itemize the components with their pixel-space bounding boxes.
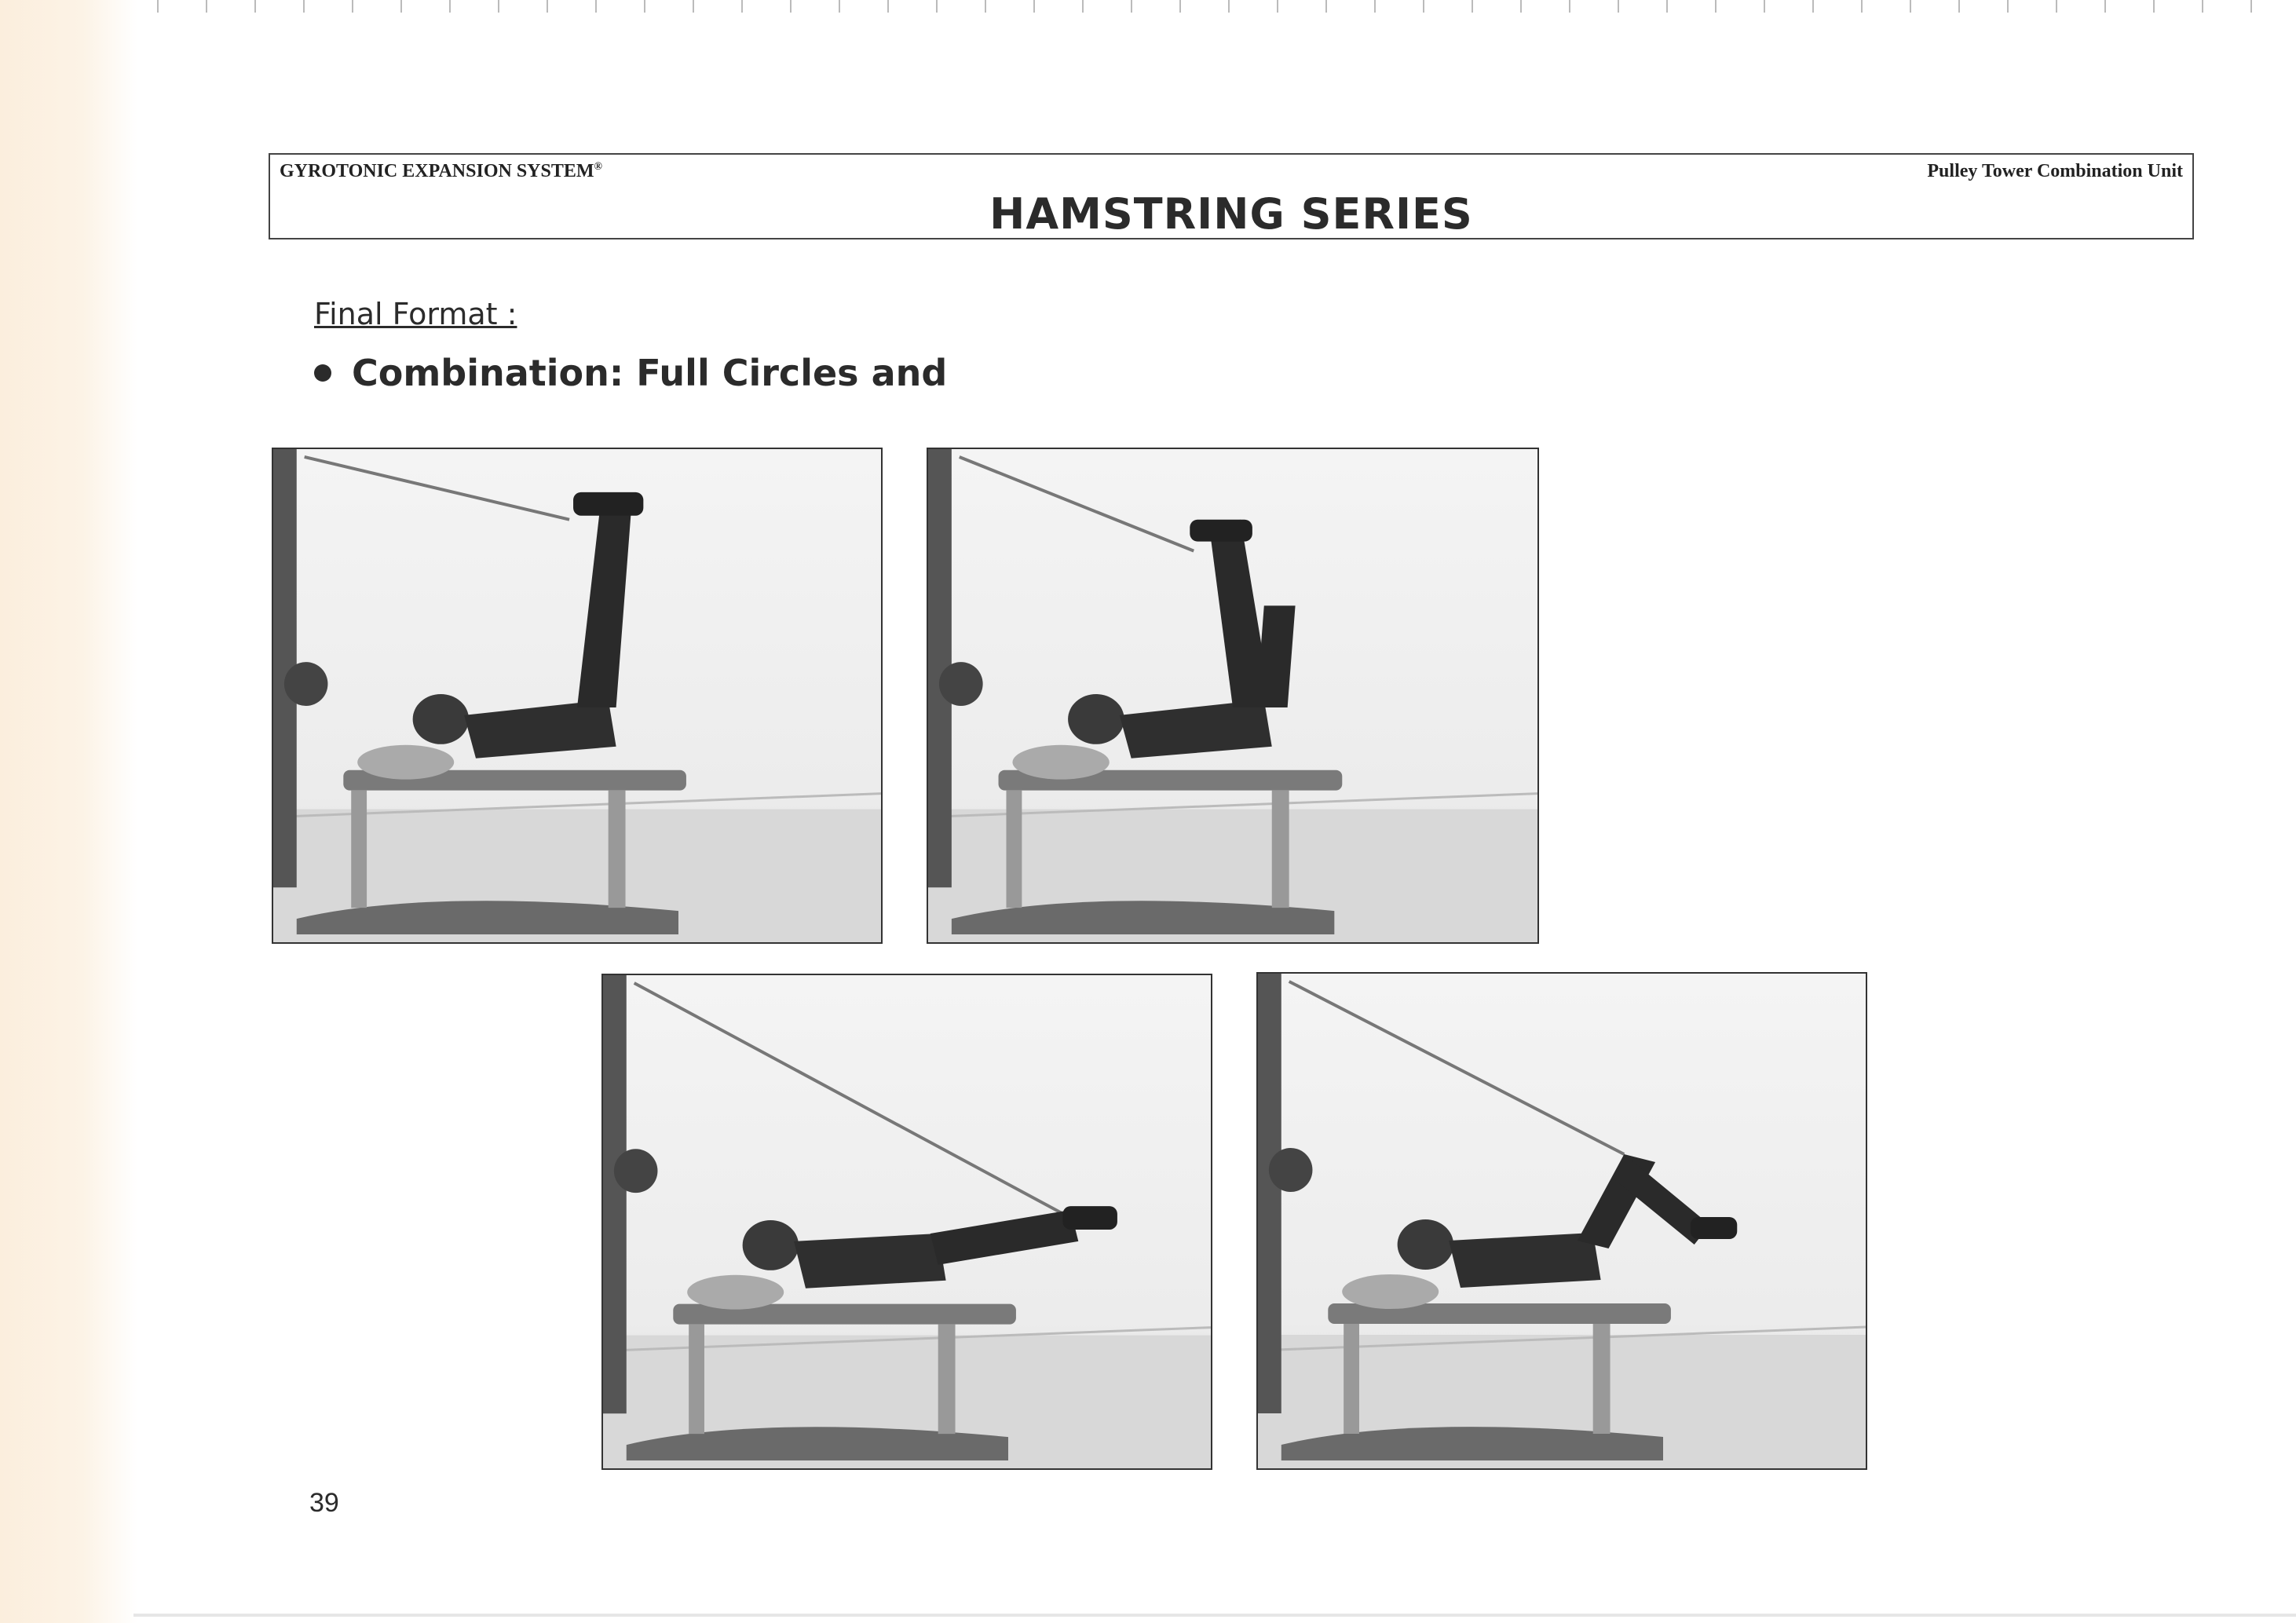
page-header <box>269 153 2194 239</box>
exercise-photo-3 <box>601 974 1212 1470</box>
exercise-photo-2 <box>927 448 1539 944</box>
header-system-name: GYROTONIC EXPANSION SYSTEM® <box>280 161 602 181</box>
scan-bottom-edge <box>133 1614 2296 1617</box>
exercise-illustration <box>273 449 881 942</box>
header-unit-name: Pulley Tower Combination Unit <box>1927 161 2183 181</box>
page-number: 39 <box>309 1488 339 1518</box>
bullet-icon <box>314 364 331 382</box>
exercise-illustration <box>928 449 1537 942</box>
bullet-text: Combination: Full Circles and <box>352 352 948 394</box>
exercise-photo-1 <box>272 448 883 944</box>
exercise-illustration <box>1258 974 1866 1468</box>
scan-edge <box>0 0 137 1623</box>
exercise-illustration <box>603 975 1211 1468</box>
section-label: Final Format : <box>314 297 517 331</box>
scan-ruler-marks <box>157 0 2296 13</box>
exercise-photo-4 <box>1256 972 1867 1470</box>
page-title: HAMSTRING SERIES <box>989 189 1473 239</box>
registered-mark: ® <box>594 161 602 173</box>
bullet-item <box>314 352 947 394</box>
